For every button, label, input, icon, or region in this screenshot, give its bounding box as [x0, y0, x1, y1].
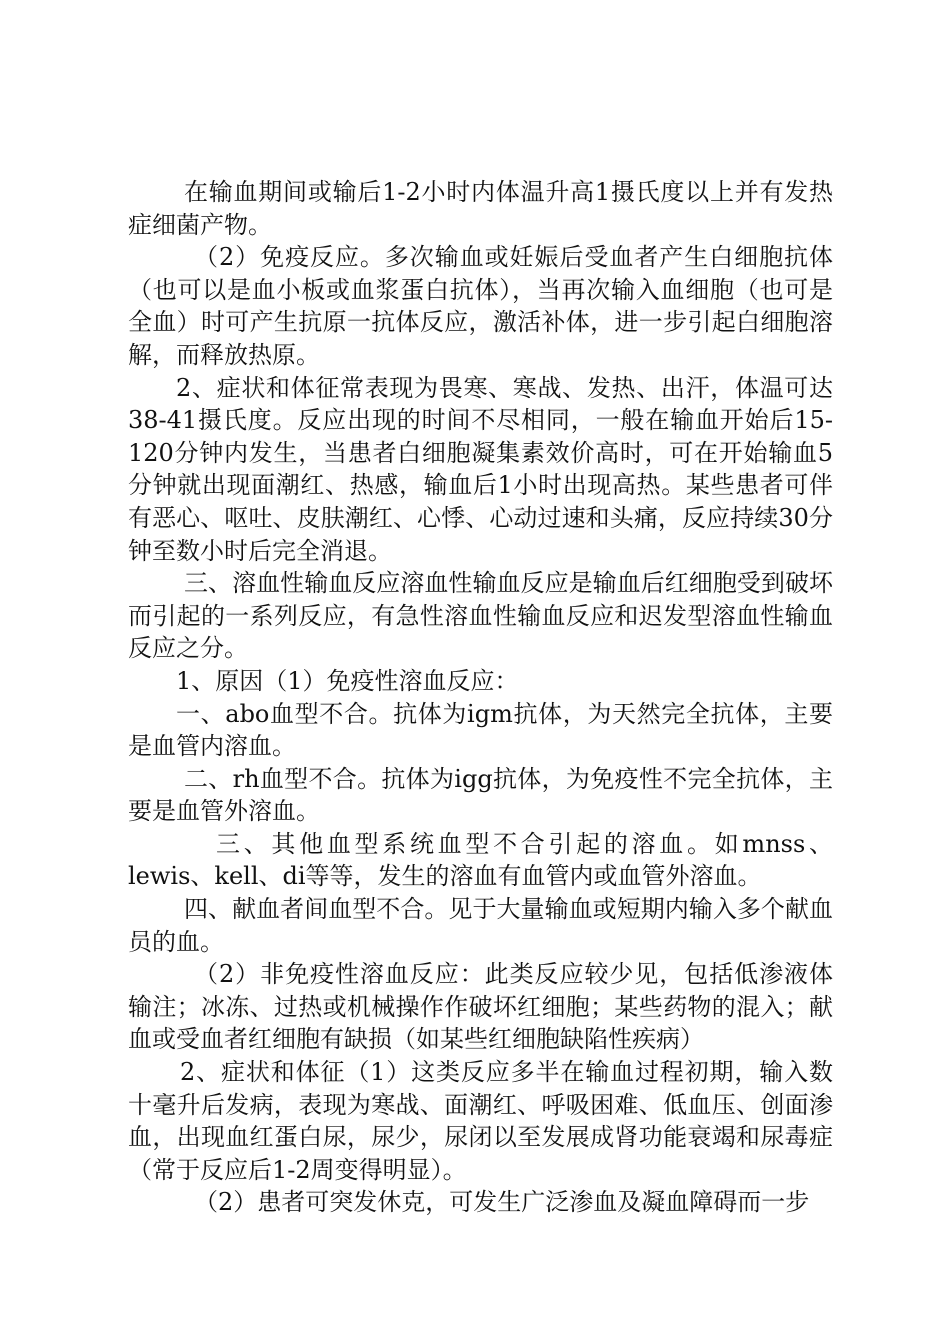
paragraph-rh-mismatch: 二、rh血型不合。抗体为igg抗体，为免疫性不完全抗体，主要是血管外溶血。	[128, 764, 833, 826]
paragraph-donor-mismatch: 四、献血者间血型不合。见于大量输血或短期内输入多个献血员的血。	[128, 895, 833, 956]
paragraph-abo-mismatch: 一、abo血型不合。抗体为igm抗体，为天然完全抗体，主要是血管内溶血。	[128, 699, 833, 761]
paragraph-hemolytic-symptoms: 2、症状和体征（1）这类反应多半在输血过程初期，输入数十毫升后发病，表现为寒战、面潮红、呼吸困难、低血压、创面渗血，出现血红蛋白尿，尿少，尿闭以至发展成肾功能衰竭和尿毒症（常于反应后1-2周变得明显）。	[128, 1058, 833, 1184]
paragraph-other-blood-groups: 三、其他血型系统血型不合引起的溶血。如mnss、lewis、kell、di等等，发生的溶血有血管内或血管外溶血。	[128, 829, 833, 891]
paragraph-hemolytic-cause: 1、原因（1）免疫性溶血反应：	[176, 666, 519, 695]
document-body	[128, 176, 833, 1219]
paragraph-fever-symptoms: 2、症状和体征常表现为畏寒、寒战、发热、出汗，体温可达38-41摄氏度。反应出现的时间不尽相同，一般在输血开始后15-120分钟内发生，当患者白细胞凝集素效价高时，可在开始输血5分钟就出现面潮红、热感，输血后1小时出现高热。某些患者可伴有恶心、呕吐、皮肤潮红、心悸、心动过速和头痛，反应持续30分钟至数小时后完全消退。	[128, 373, 833, 565]
paragraph-non-immune-hemolysis: （2）非免疫性溶血反应：此类反应较少见，包括低渗液体输注；冰冻、过热或机械操作作破坏红细胞；某些药物的混入；献血或受血者红细胞有缺损（如某些红细胞缺陷性疾病）	[128, 960, 833, 1054]
paragraph-fever-cause: 在输血期间或输后1-2小时内体温升高1摄氏度以上并有发热症细菌产物。	[128, 178, 833, 239]
paragraph-immune-reaction: （2）免疫反应。多次输血或妊娠后受血者产生白细胞抗体（也可以是血小板或血浆蛋白抗体），当再次输入血细胞（也可是全血）时可产生抗原一抗体反应，激活补体，进一步引起白细胞溶解，而释放热原。	[128, 243, 833, 369]
paragraph-shock: （2）患者可突发休克，可发生广泛渗血及凝血障碍而一步	[194, 1188, 810, 1217]
paragraph-hemolytic-reaction-intro: 三、溶血性输血反应溶血性输血反应是输血后红细胞受到破坏而引起的一系列反应，有急性溶血性输血反应和迟发型溶血性输血反应之分。	[128, 569, 833, 663]
